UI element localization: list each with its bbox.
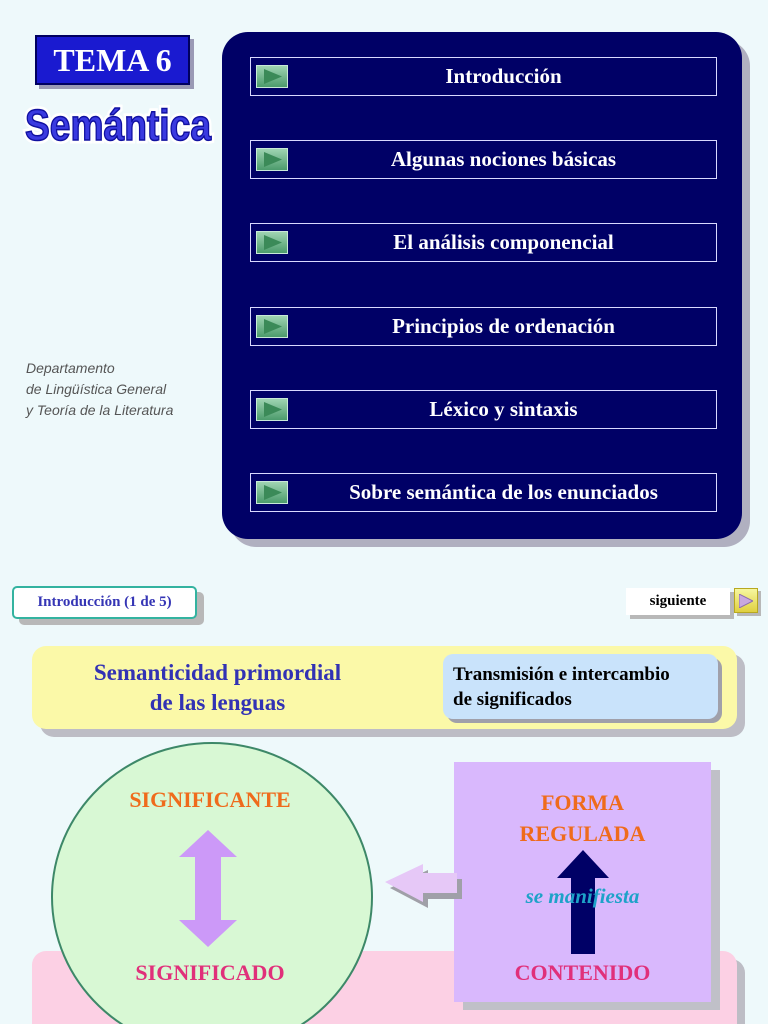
topics-menu bbox=[222, 32, 742, 539]
menu-item-semantica-enunciados[interactable] bbox=[250, 473, 717, 512]
play-icon bbox=[256, 231, 288, 254]
department-line: Departamento bbox=[26, 360, 115, 376]
menu-item-label: Algunas nociones básicas bbox=[390, 147, 617, 171]
page-title bbox=[18, 96, 218, 152]
menu-item-analisis-componencial[interactable] bbox=[250, 223, 717, 262]
contenido-label: CONTENIDO bbox=[514, 960, 651, 985]
callout-line: Transmisión e intercambio bbox=[453, 664, 670, 685]
menu-item-label: El análisis componencial bbox=[393, 230, 614, 254]
significado-label: SIGNIFICADO bbox=[135, 960, 285, 985]
forma-line: REGULADA bbox=[519, 821, 646, 846]
menu-item-nociones-basicas[interactable] bbox=[250, 140, 717, 179]
section-heading bbox=[50, 658, 385, 718]
menu-item-label: Introducción bbox=[445, 64, 562, 88]
menu-item-label: Léxico y sintaxis bbox=[429, 397, 578, 421]
forma-line: FORMA bbox=[540, 790, 625, 815]
menu-item-lexico-sintaxis[interactable] bbox=[250, 390, 717, 429]
next-button[interactable] bbox=[626, 588, 760, 616]
significante-label: SIGNIFICANTE bbox=[129, 787, 291, 812]
svg-text:Semántica: Semántica bbox=[25, 101, 212, 150]
menu-item-label: Sobre semántica de los enunciados bbox=[349, 480, 658, 504]
next-arrow-icon[interactable] bbox=[734, 588, 758, 613]
play-icon bbox=[256, 315, 288, 338]
play-icon bbox=[256, 398, 288, 421]
department-label bbox=[26, 358, 216, 421]
heading-line: Semanticidad primordial bbox=[93, 660, 342, 685]
left-arrow-icon bbox=[385, 860, 465, 910]
menu-item-principios-ordenacion[interactable] bbox=[250, 307, 717, 346]
callout-line: de significados bbox=[453, 689, 572, 710]
callout-text bbox=[453, 662, 718, 712]
menu-item-introduccion[interactable] bbox=[250, 57, 717, 96]
play-icon bbox=[256, 65, 288, 88]
play-icon bbox=[256, 148, 288, 171]
play-icon bbox=[256, 481, 288, 504]
department-line: y Teoría de la Literatura bbox=[26, 402, 174, 418]
svg-text:Semántica: Semántica bbox=[25, 101, 212, 150]
tema-badge: TEMA 6 bbox=[35, 35, 190, 85]
heading-line: de las lenguas bbox=[149, 690, 286, 715]
menu-item-label: Principios de ordenación bbox=[392, 314, 615, 338]
double-arrow-icon bbox=[177, 830, 239, 948]
forma-regulada-label bbox=[454, 787, 711, 849]
next-label: siguiente bbox=[626, 588, 730, 615]
department-line: de Lingüística General bbox=[26, 381, 167, 397]
section-indicator: Introducción (1 de 5) bbox=[12, 586, 197, 619]
se-manifiesta-label: se manifiesta bbox=[525, 884, 640, 908]
